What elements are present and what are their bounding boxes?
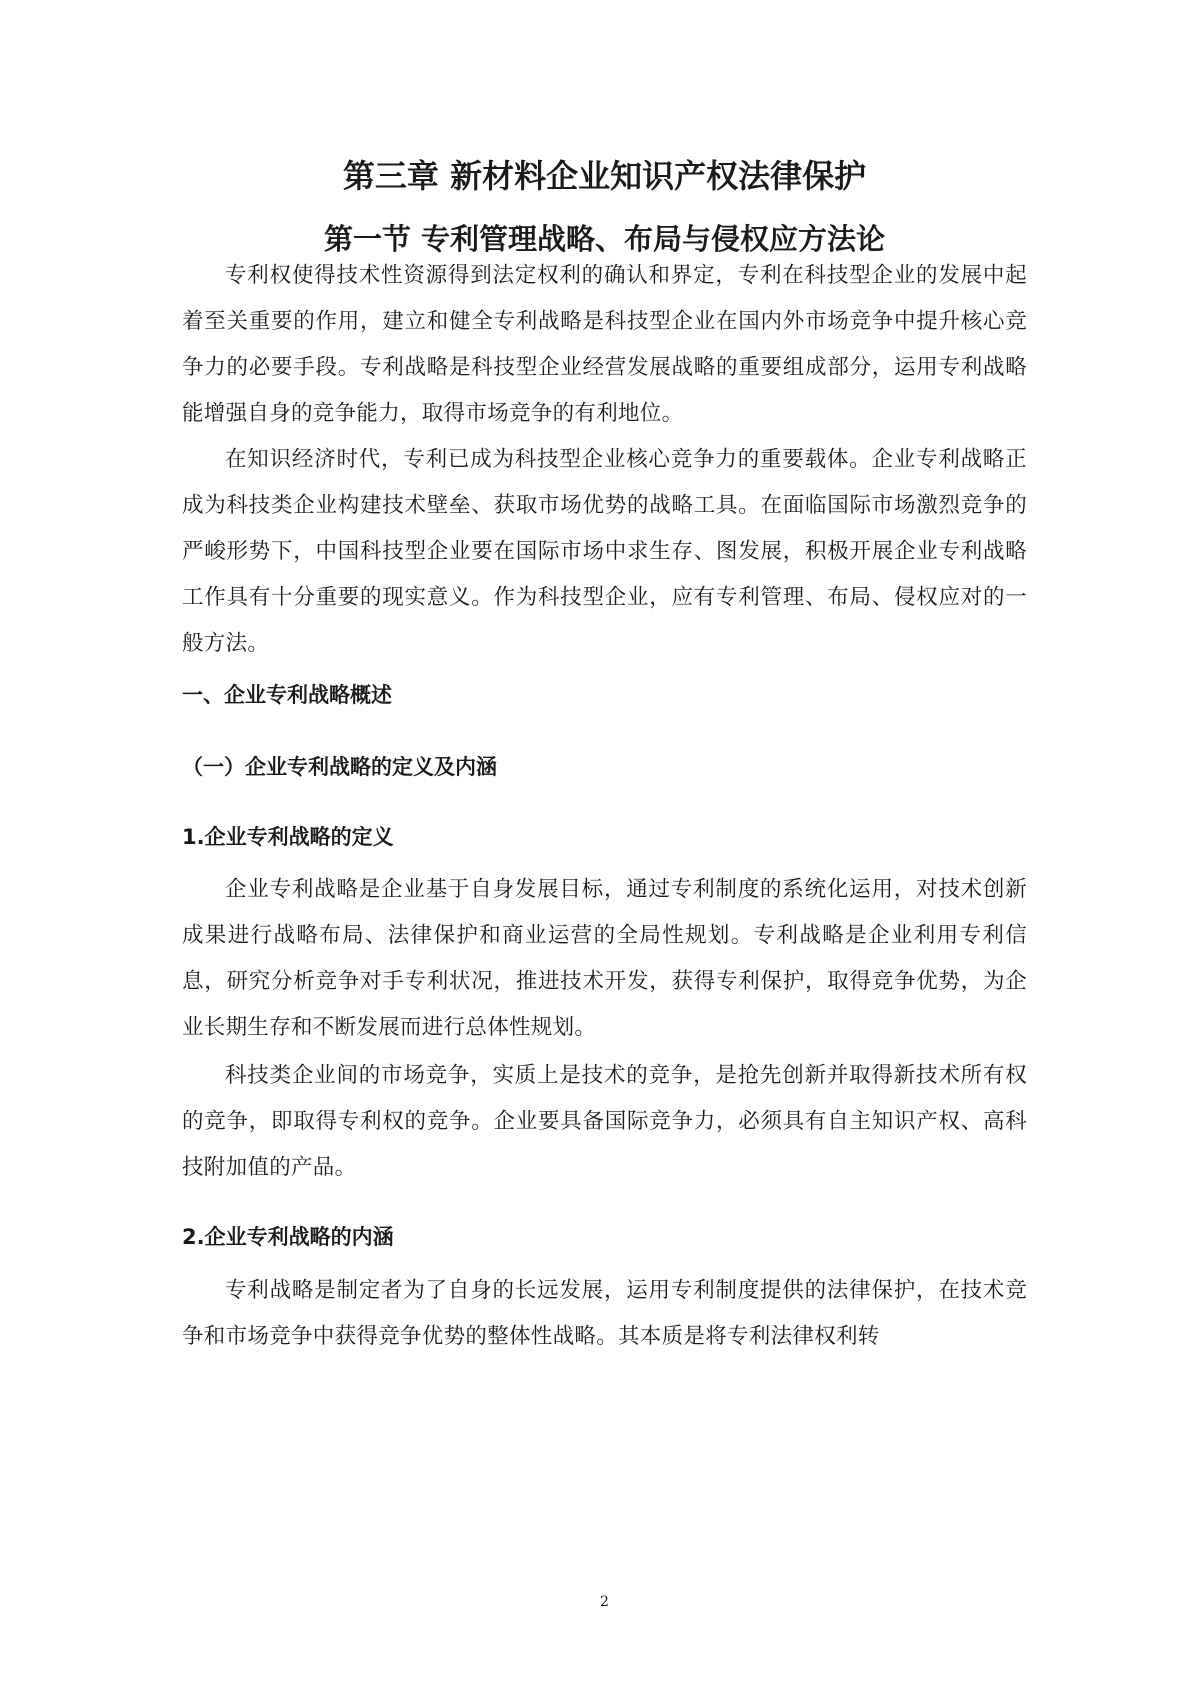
body-paragraph-5: 专利战略是制定者为了自身的长远发展，运用专利制度提供的法律保护，在技术竞争和市场竞争中获得竞争优势的整体性战略。其本质是将专利法律权利转 bbox=[182, 1278, 1027, 1349]
heading-level-1: 一、企业专利战略概述 bbox=[182, 683, 392, 707]
body-paragraph-3: 企业专利战略是企业基于自身发展目标，通过专利制度的系统化运用，对技术创新成果进行战略布局、法律保护和商业运营的全局性规划。专利战略是企业利用专利信息，研究分析竞争对手专利状况，推进技术开发，获得专利保护，取得竞争优势，为企业长期生存和不断发展而进行总体性规划。 bbox=[182, 877, 1027, 1040]
page-number: 2 bbox=[600, 1594, 609, 1610]
heading-level-3-connotation: 2.企业专利战略的内涵 bbox=[182, 1225, 394, 1249]
body-paragraph-2: 在知识经济时代，专利已成为科技型企业核心竞争力的重要载体。企业专利战略正成为科技类企业构建技术壁垒、获取市场优势的战略工具。在面临国际市场激烈竞争的严峻形势下，中国科技型企业要在国际市场中求生存、图发展，积极开展企业专利战略工作具有十分重要的现实意义。作为科技型企业，应有专利管理、布局、侵权应对的一般方法。 bbox=[182, 447, 1027, 656]
heading-level-3-definition: 1.企业专利战略的定义 bbox=[182, 825, 394, 849]
document-page bbox=[182, 0, 1027, 1698]
body-paragraph-1: 专利权使得技术性资源得到法定权利的确认和界定，专利在科技型企业的发展中起着至关重要的作用，建立和健全专利战略是科技型企业在国内外市场竞争中提升核心竞争力的必要手段。专利战略是科技型企业经营发展战略的重要组成部分，运用专利战略能增强自身的竞争能力，取得市场竞争的有利地位。 bbox=[182, 263, 1027, 426]
chapter-title: 第三章 新材料企业知识产权法律保护 bbox=[342, 157, 867, 195]
heading-level-2: （一）企业专利战略的定义及内涵 bbox=[182, 755, 497, 779]
section-title: 第一节 专利管理战略、布局与侵权应方法论 bbox=[323, 222, 886, 256]
body-paragraph-4: 科技类企业间的市场竞争，实质上是技术的竞争，是抢先创新并取得新技术所有权的竞争，即取得专利权的竞争。企业要具备国际竞争力，必须具有自主知识产权、高科技附加值的产品。 bbox=[182, 1063, 1027, 1180]
